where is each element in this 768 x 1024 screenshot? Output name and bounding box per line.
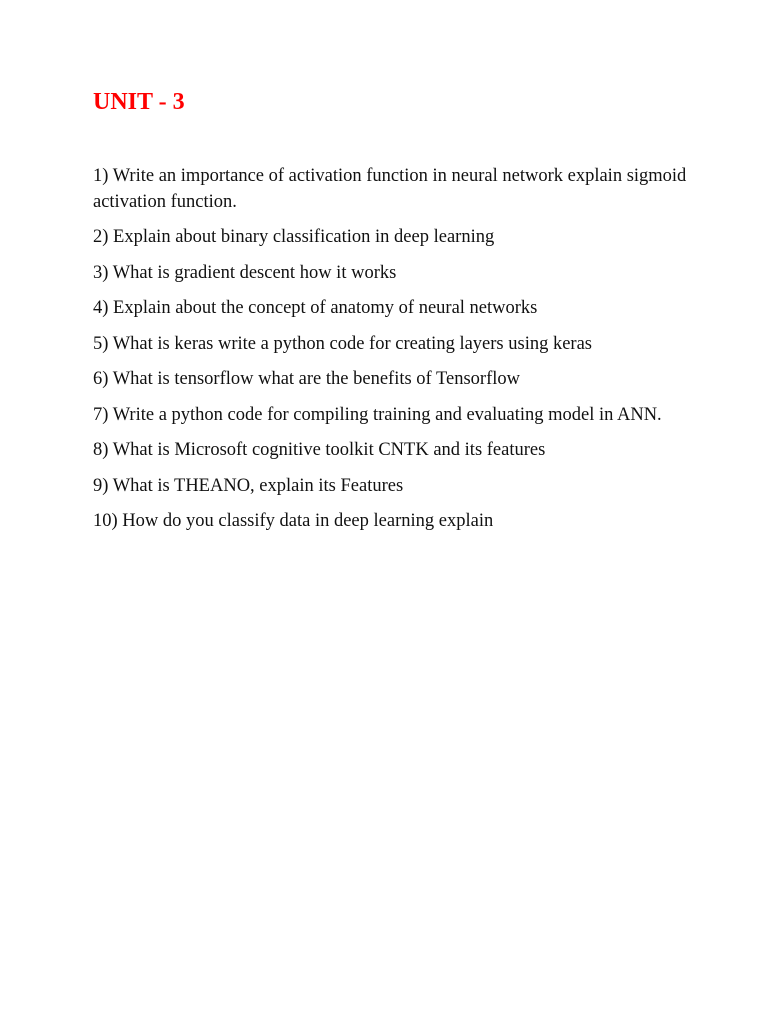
question-5: 5) What is keras write a python code for creating layers using keras bbox=[93, 333, 592, 354]
question-8: 8) What is Microsoft cognitive toolkit CNTK and its features bbox=[93, 440, 546, 460]
question-3: 3) What is gradient descent how it works bbox=[93, 262, 397, 283]
question-list bbox=[93, 164, 693, 545]
question-10: 10) How do you classify data in deep learning explain bbox=[93, 511, 494, 531]
question-4: 4) Explain about the concept of anatomy of neural networks bbox=[93, 298, 538, 318]
question-1: 1) Write an importance of activation function in neural network explain sigmoid activation function. bbox=[93, 166, 687, 212]
question-2: 2) Explain about binary classification in deep learning bbox=[93, 227, 495, 247]
question-6: 6) What is tensorflow what are the benefits of Tensorflow bbox=[93, 369, 520, 389]
question-9: 9) What is THEANO, explain its Features bbox=[93, 475, 404, 496]
question-7: 7) Write a python code for compiling training and evaluating model in ANN. bbox=[93, 404, 662, 425]
unit-title: UNIT - 3 bbox=[93, 89, 185, 115]
